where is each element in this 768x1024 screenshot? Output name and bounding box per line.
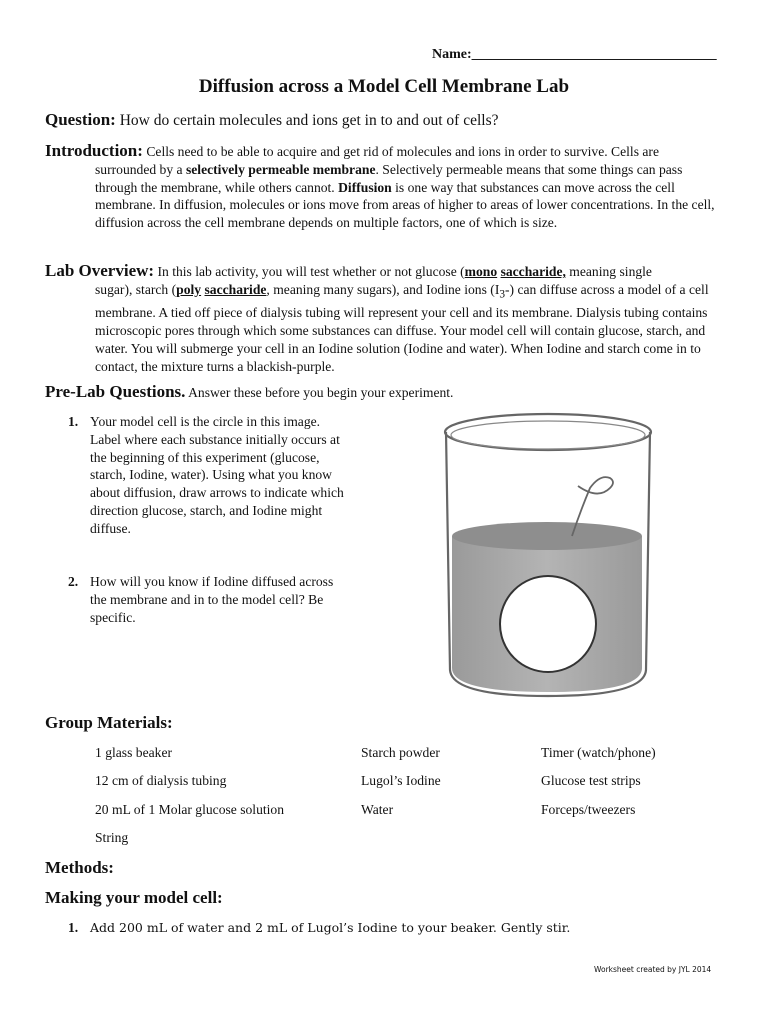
term-diffusion: Diffusion xyxy=(338,179,392,195)
term-saccharide-1: saccharide, xyxy=(500,264,566,279)
intro-text-c: is one way that substances can move across the cell membrane. In diffusion, molecules or ions move from areas of higher to areas of lower concentrations. In the cell, diffusion across the cell membrane depends on multiple factors, one of which is size. xyxy=(95,179,715,231)
question-text: Your model cell is the circle in this image. Label where each substance initially occurs at the beginning of this experiment (glucose, starch, Iodine, water). Using what you know about diffusion, draw arrows to indicate which direction glucose, starch, and Iodine might diffuse. xyxy=(90,414,344,536)
prelab-text: Answer these before you begin your experiment. xyxy=(188,385,454,400)
material-item: 1 glass beaker xyxy=(95,745,173,760)
overview-text-a: In this lab activity, you will test whether or not glucose ( xyxy=(157,264,465,279)
question-heading: Question: xyxy=(45,110,116,129)
introduction-line1: Cells need to be able to acquire and get rid of molecules and ions in order to survive. Cells are xyxy=(146,144,659,159)
making-model-cell-section xyxy=(45,888,223,908)
intro-text-a: surrounded by a xyxy=(95,161,186,177)
term-selectively-permeable: selectively permeable membrane xyxy=(185,161,376,177)
step-number: 1. xyxy=(68,920,79,935)
prelab-question-2 xyxy=(68,573,348,625)
prelab-question-1 xyxy=(68,413,348,536)
methods-heading: Methods: xyxy=(45,858,114,877)
material-item: 20 mL of 1 Molar glucose solution xyxy=(95,802,285,817)
material-item: Forceps/tweezers xyxy=(541,802,636,817)
name-field[interactable]: Name:___________________________________ xyxy=(432,47,717,62)
prelab-heading: Pre-Lab Questions. xyxy=(45,382,186,401)
model-cell-circle xyxy=(500,576,596,672)
question-text: How do certain molecules and ions get in to and out of cells? xyxy=(119,112,499,129)
overview-text-e: -) can diffuse across a model of a cell membrane. A tied off piece of dialysis tubing will represent your cell and its membrane. Dialysis tubing contains microscopic pores through which some substances can diffuse. Your model cell will contain glucose, starch, and water. You will submerge your cell in an Iodine solution (Iodine and water). When Iodine and starch come in to contact, the mixture turns a blackish-purple. xyxy=(95,281,709,374)
material-item: Water xyxy=(361,802,394,817)
question-number: 1. xyxy=(68,414,79,429)
term-mono: mono xyxy=(464,264,498,279)
material-item: 12 cm of dialysis tubing xyxy=(95,773,227,788)
introduction-body xyxy=(45,161,725,232)
introduction-section xyxy=(45,142,725,232)
material-item: Lugol’s Iodine xyxy=(361,773,441,788)
prelab-section xyxy=(45,382,453,402)
material-item: String xyxy=(95,830,129,845)
lab-overview-heading: Lab Overview: xyxy=(45,261,155,280)
material-item: Starch powder xyxy=(361,745,440,760)
solution-surface xyxy=(452,522,642,550)
lab-overview-section xyxy=(45,262,725,376)
step-text: Add 200 mL of water and 2 mL of Lugol’s Iodine to your beaker. Gently stir. xyxy=(90,920,571,935)
material-item: Glucose test strips xyxy=(541,773,641,788)
overview-text-c: sugar), starch ( xyxy=(95,281,177,297)
making-model-cell-heading: Making your model cell: xyxy=(45,888,223,907)
group-materials-heading: Group Materials: xyxy=(45,713,173,732)
question-text: How will you know if Iodine diffused across the membrane and in to the model cell? Be specific. xyxy=(90,574,334,625)
iodine-subscript: 3 xyxy=(499,288,506,301)
beaker-diagram xyxy=(438,408,658,702)
overview-text-b: meaning single xyxy=(565,264,652,279)
material-item: Timer (watch/phone) xyxy=(541,745,656,760)
lab-overview-body xyxy=(45,281,725,376)
overview-text-d: , meaning many sugars), and Iodine ions (I xyxy=(266,281,500,297)
page-title: Diffusion across a Model Cell Membrane Lab xyxy=(198,76,570,97)
question-number: 2. xyxy=(68,574,79,589)
methods-section xyxy=(45,858,114,878)
intro-text-b: . Selectively permeable means that some things can pass through the membrane, while others cannot. xyxy=(95,161,683,195)
term-poly: poly xyxy=(176,281,202,297)
group-materials-section xyxy=(45,713,173,733)
term-saccharide-2: saccharide xyxy=(204,281,267,297)
worksheet-credit: Worksheet created by JYL 2014 xyxy=(594,965,712,974)
beaker-rim-inner xyxy=(451,421,645,449)
method-step-1 xyxy=(68,920,570,936)
introduction-heading: Introduction: xyxy=(45,141,143,160)
question-section xyxy=(45,110,499,130)
